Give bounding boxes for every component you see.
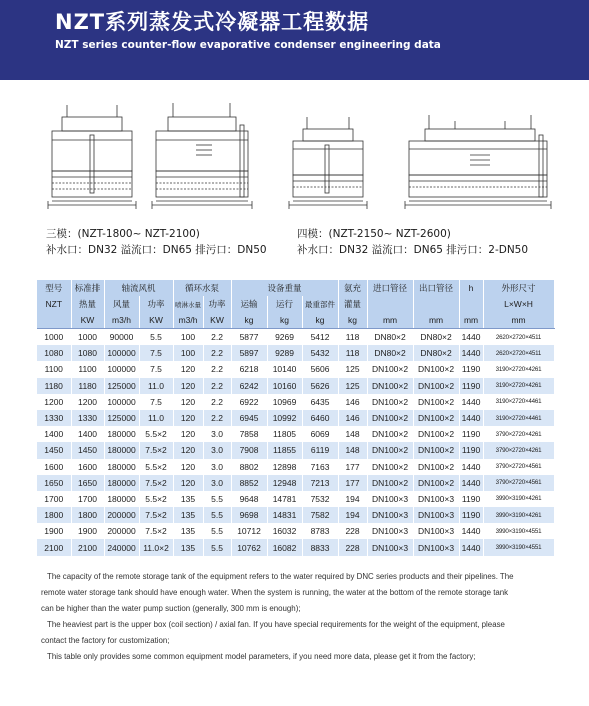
unit-heaviest-part: kg — [302, 312, 338, 329]
table-cell: DN100×2 — [413, 459, 459, 475]
subheader-heaviest-part: 最重部件 — [302, 296, 338, 312]
table-row — [37, 378, 554, 394]
table-cell: 1440 — [459, 539, 483, 555]
table-cell: 135 — [173, 523, 203, 539]
table-header-row-3 — [37, 312, 554, 329]
table-cell: 120 — [173, 394, 203, 410]
table-cell: 16082 — [267, 539, 302, 555]
table-cell: 2.2 — [203, 361, 231, 377]
table-cell: DN100×2 — [367, 410, 413, 426]
table-cell: 120 — [173, 442, 203, 458]
subheader-empty-outlet — [413, 296, 459, 312]
table-cell: 3190×2720×4461 — [483, 394, 554, 410]
table-cell: DN100×2 — [367, 459, 413, 475]
table-cell: 3190×2720×4461 — [483, 410, 554, 426]
table-row — [37, 442, 554, 458]
table-cell: 12948 — [267, 475, 302, 491]
table-cell: 1440 — [459, 459, 483, 475]
table-cell: 11855 — [267, 442, 302, 458]
table-cell: 7.5×2 — [139, 475, 173, 491]
table-cell: 6435 — [302, 394, 338, 410]
table-cell: 16032 — [267, 523, 302, 539]
unit-operating: kg — [267, 312, 302, 329]
table-cell: DN100×2 — [413, 475, 459, 491]
table-cell: 1440 — [459, 329, 483, 346]
table-cell: 11805 — [267, 426, 302, 442]
table-cell: 5877 — [231, 329, 267, 346]
col-header-standard-heat: 标准排 — [71, 280, 104, 296]
table-cell: DN100×3 — [367, 539, 413, 555]
table-cell: 7163 — [302, 459, 338, 475]
four-module-unit-drawing — [285, 103, 555, 223]
table-cell: DN100×3 — [413, 491, 459, 507]
table-cell: DN80×2 — [367, 345, 413, 361]
table-cell: 1440 — [459, 410, 483, 426]
table-cell: 120 — [173, 426, 203, 442]
table-cell: 6242 — [231, 378, 267, 394]
table-cell: 8852 — [231, 475, 267, 491]
table-cell: 1200 — [71, 394, 104, 410]
note-line: contact the factory for customization; — [41, 636, 170, 645]
table-cell: 3190×2720×4261 — [483, 361, 554, 377]
table-cell: DN100×2 — [413, 426, 459, 442]
table-row — [37, 523, 554, 539]
table-cell: 5897 — [231, 345, 267, 361]
unit-pump-power: KW — [203, 312, 231, 329]
table-cell: 3790×2720×4561 — [483, 459, 554, 475]
table-cell: 6945 — [231, 410, 267, 426]
table-cell: 177 — [338, 475, 367, 491]
table-cell: 7.5×2 — [139, 442, 173, 458]
table-cell: 180000 — [104, 491, 139, 507]
table-cell: 1330 — [71, 410, 104, 426]
table-cell: 120 — [173, 361, 203, 377]
subheader-lwh: L×W×H — [483, 296, 554, 312]
table-cell: 5.5 — [203, 523, 231, 539]
table-cell: 120 — [173, 410, 203, 426]
col-header-dimensions: 外形尺寸 — [483, 280, 554, 296]
subheader-nzt: NZT — [37, 296, 71, 312]
table-cell: 125000 — [104, 378, 139, 394]
table-cell: 180000 — [104, 459, 139, 475]
table-row — [37, 539, 554, 555]
table-cell: DN100×3 — [367, 507, 413, 523]
table-row — [37, 507, 554, 523]
table-cell: 1180 — [71, 378, 104, 394]
table-cell: 100000 — [104, 394, 139, 410]
table-cell: 3.0 — [203, 426, 231, 442]
table-cell: 1440 — [459, 523, 483, 539]
table-cell: 9269 — [267, 329, 302, 346]
table-cell: 5.5 — [203, 507, 231, 523]
table-cell: DN100×2 — [367, 442, 413, 458]
table-cell: 1800 — [37, 507, 71, 523]
table-cell: DN80×2 — [413, 329, 459, 346]
table-cell: 135 — [173, 507, 203, 523]
engineering-data-table — [37, 280, 555, 556]
table-cell: 100000 — [104, 345, 139, 361]
table-cell: 3790×2720×4261 — [483, 426, 554, 442]
table-cell: 10969 — [267, 394, 302, 410]
subheader-fan-power: 功率 — [139, 296, 173, 312]
table-cell: 10712 — [231, 523, 267, 539]
table-cell: 9698 — [231, 507, 267, 523]
table-cell: 1440 — [459, 475, 483, 491]
table-cell: 14781 — [267, 491, 302, 507]
col-header-ammonia-charge: 氨充 — [338, 280, 367, 296]
table-cell: 2100 — [37, 539, 71, 555]
table-cell: 3990×3190×4261 — [483, 491, 554, 507]
table-cell: 1100 — [71, 361, 104, 377]
table-cell: 3990×3190×4261 — [483, 507, 554, 523]
unit-fan-power: KW — [139, 312, 173, 329]
page-subtitle: NZT series counter-flow evaporative condenser engineering data — [55, 39, 441, 51]
table-cell: 1900 — [37, 523, 71, 539]
table-cell: 8833 — [302, 539, 338, 555]
table-cell: 7.5 — [139, 345, 173, 361]
table-cell: 1900 — [71, 523, 104, 539]
table-cell: 146 — [338, 394, 367, 410]
table-cell: 10140 — [267, 361, 302, 377]
table-cell: 5432 — [302, 345, 338, 361]
table-cell: DN100×3 — [367, 491, 413, 507]
table-row — [37, 329, 554, 346]
subheader-airflow: 风量 — [104, 296, 139, 312]
col-header-outlet-pipe: 出口管径 — [413, 280, 459, 296]
table-cell: 3.0 — [203, 475, 231, 491]
table-cell: 7.5 — [139, 394, 173, 410]
header-banner — [0, 0, 589, 80]
table-cell: 194 — [338, 491, 367, 507]
note-line: The capacity of the remote storage tank of the equipment refers to the water required by DNC series products and their pipelines. The — [47, 572, 514, 581]
col-header-h: h — [459, 280, 483, 296]
table-cell: 2620×2720×4511 — [483, 329, 554, 346]
table-cell: 5.5 — [203, 539, 231, 555]
table-cell: 1400 — [37, 426, 71, 442]
table-cell: DN100×2 — [413, 361, 459, 377]
table-cell: 228 — [338, 539, 367, 555]
table-cell: 7.5 — [139, 361, 173, 377]
table-cell: 5.5×2 — [139, 459, 173, 475]
table-cell: 180000 — [104, 475, 139, 491]
table-cell: 6460 — [302, 410, 338, 426]
table-row — [37, 361, 554, 377]
table-cell: 9648 — [231, 491, 267, 507]
col-header-equipment-weight: 设备重量 — [231, 280, 338, 296]
table-cell: 5606 — [302, 361, 338, 377]
table-cell: 118 — [338, 345, 367, 361]
diagram-1-pipe-sizes: 补水口：DN32 溢流口：DN65 排污口：DN50 — [46, 244, 267, 256]
table-cell: 120 — [173, 459, 203, 475]
table-cell: 11.0 — [139, 378, 173, 394]
note-line: The heaviest part is the upper box (coil section) / axial fan. If you have special requirements for the weight of the equipment, please — [47, 620, 505, 629]
table-row — [37, 410, 554, 426]
table-cell: 146 — [338, 410, 367, 426]
table-cell: 6119 — [302, 442, 338, 458]
table-cell: 1440 — [459, 345, 483, 361]
table-cell: DN100×2 — [367, 475, 413, 491]
diagram-1-model-range: 三模：(NZT-1800~ NZT-2100) — [46, 228, 200, 240]
table-cell: 3.0 — [203, 459, 231, 475]
table-cell: 1000 — [71, 329, 104, 346]
table-cell: 1200 — [37, 394, 71, 410]
table-cell: DN100×3 — [413, 523, 459, 539]
table-cell: 5626 — [302, 378, 338, 394]
note-line: This table only provides some common equipment model parameters, if you need more data, please get it from the factory; — [47, 652, 476, 661]
subheader-transport: 运输 — [231, 296, 267, 312]
table-cell: 2.2 — [203, 394, 231, 410]
table-body — [37, 329, 554, 556]
table-cell: 3990×3190×4551 — [483, 523, 554, 539]
table-cell: 11.0×2 — [139, 539, 173, 555]
table-cell: 10992 — [267, 410, 302, 426]
notes-block — [41, 569, 567, 665]
table-cell: 240000 — [104, 539, 139, 555]
table-header-row-2 — [37, 296, 554, 312]
subheader-spray-water: 喷淋水量 — [173, 296, 203, 312]
table-cell: 177 — [338, 459, 367, 475]
table-cell: DN100×2 — [413, 394, 459, 410]
table-cell: 3990×3190×4551 — [483, 539, 554, 555]
table-cell: 125 — [338, 361, 367, 377]
unit-spray-water: m3/h — [173, 312, 203, 329]
table-cell: 1650 — [37, 475, 71, 491]
table-cell: DN100×3 — [413, 507, 459, 523]
table-row — [37, 394, 554, 410]
col-header-circulating-pump: 循环水泵 — [173, 280, 231, 296]
table-cell: DN100×2 — [413, 378, 459, 394]
table-cell: 135 — [173, 491, 203, 507]
table-cell: 1450 — [37, 442, 71, 458]
page-title: NZT系列蒸发式冷凝器工程数据 — [55, 10, 370, 34]
table-cell: 1440 — [459, 394, 483, 410]
table-cell: 180000 — [104, 426, 139, 442]
table-cell: 5.5×2 — [139, 491, 173, 507]
table-cell: 1600 — [37, 459, 71, 475]
table-cell: 1190 — [459, 378, 483, 394]
table-row — [37, 426, 554, 442]
table-cell: 11.0 — [139, 410, 173, 426]
table-cell: 200000 — [104, 523, 139, 539]
table-cell: 2.2 — [203, 378, 231, 394]
unit-charge: kg — [338, 312, 367, 329]
unit-empty-model — [37, 312, 71, 329]
table-cell: 1190 — [459, 491, 483, 507]
table-cell: 5.5 — [203, 491, 231, 507]
table-cell: 1080 — [37, 345, 71, 361]
table-cell: 1190 — [459, 507, 483, 523]
table-cell: 1700 — [37, 491, 71, 507]
table-cell: 7.5×2 — [139, 523, 173, 539]
subheader-empty-h — [459, 296, 483, 312]
table-cell: 2100 — [71, 539, 104, 555]
table-row — [37, 491, 554, 507]
table-cell: 1450 — [71, 442, 104, 458]
table-cell: 5.5 — [139, 329, 173, 346]
unit-heat: KW — [71, 312, 104, 329]
table-cell: 148 — [338, 426, 367, 442]
unit-transport: kg — [231, 312, 267, 329]
table-row — [37, 475, 554, 491]
table-cell: 7582 — [302, 507, 338, 523]
col-header-inlet-pipe: 进口管径 — [367, 280, 413, 296]
table-cell: 1100 — [37, 361, 71, 377]
table-cell: 2620×2720×4511 — [483, 345, 554, 361]
table-cell: 1330 — [37, 410, 71, 426]
table-cell: 3790×2720×4261 — [483, 442, 554, 458]
diagram-2-pipe-sizes: 补水口：DN32 溢流口：DN65 排污口：2-DN50 — [297, 244, 529, 256]
table-cell: 5412 — [302, 329, 338, 346]
table-cell: 2.2 — [203, 345, 231, 361]
table-cell: 120 — [173, 475, 203, 491]
table-cell: 1180 — [37, 378, 71, 394]
table-cell: 1190 — [459, 442, 483, 458]
table-cell: 3790×2720×4561 — [483, 475, 554, 491]
table-cell: DN100×3 — [413, 539, 459, 555]
table-cell: 100 — [173, 345, 203, 361]
table-cell: 8783 — [302, 523, 338, 539]
table-cell: 10762 — [231, 539, 267, 555]
table-cell: 1190 — [459, 426, 483, 442]
note-line: can be higher than the water pump suction (generally, 300 mm is enough); — [41, 604, 301, 613]
table-cell: 90000 — [104, 329, 139, 346]
unit-inlet: mm — [367, 312, 413, 329]
unit-h: mm — [459, 312, 483, 329]
table-cell: 125 — [338, 378, 367, 394]
table-cell: 7858 — [231, 426, 267, 442]
table-cell: 10160 — [267, 378, 302, 394]
table-cell: 5.5×2 — [139, 426, 173, 442]
table-cell: 228 — [338, 523, 367, 539]
table-cell: 125000 — [104, 410, 139, 426]
subheader-empty-inlet — [367, 296, 413, 312]
unit-airflow: m3/h — [104, 312, 139, 329]
table-cell: 1000 — [37, 329, 71, 346]
table-header-row-1 — [37, 280, 554, 296]
table-cell: 7532 — [302, 491, 338, 507]
table-cell: 1080 — [71, 345, 104, 361]
table-cell: 200000 — [104, 507, 139, 523]
table-cell: 8802 — [231, 459, 267, 475]
table-cell: DN100×2 — [367, 394, 413, 410]
table-cell: 180000 — [104, 442, 139, 458]
table-row — [37, 345, 554, 361]
table-cell: 100 — [173, 329, 203, 346]
subheader-heat: 热量 — [71, 296, 104, 312]
table-cell: 6218 — [231, 361, 267, 377]
table-cell: DN80×2 — [367, 329, 413, 346]
table-cell: 1600 — [71, 459, 104, 475]
diagram-2-model-range: 四模：(NZT-2150~ NZT-2600) — [297, 228, 451, 240]
unit-dimensions: mm — [483, 312, 554, 329]
unit-outlet: mm — [413, 312, 459, 329]
subheader-operating: 运行 — [267, 296, 302, 312]
note-line: remote water storage tank should have enough water. When the system is running, the water at the bottom of the remote storage tank — [41, 588, 509, 597]
table-cell: 1190 — [459, 361, 483, 377]
table-cell: 148 — [338, 442, 367, 458]
table-cell: 1700 — [71, 491, 104, 507]
table-cell: DN100×2 — [367, 378, 413, 394]
table-cell: 3.0 — [203, 442, 231, 458]
table-cell: 100000 — [104, 361, 139, 377]
table-cell: DN100×2 — [413, 442, 459, 458]
table-cell: 120 — [173, 378, 203, 394]
table-cell: 3190×2720×4261 — [483, 378, 554, 394]
subheader-pump-power: 功率 — [203, 296, 231, 312]
table-cell: DN100×3 — [367, 523, 413, 539]
table-cell: 7.5×2 — [139, 507, 173, 523]
table-cell: DN80×2 — [413, 345, 459, 361]
table-cell: 1650 — [71, 475, 104, 491]
table-cell: 7908 — [231, 442, 267, 458]
table-cell: 12898 — [267, 459, 302, 475]
table-cell: 14831 — [267, 507, 302, 523]
three-module-unit-drawing — [40, 95, 280, 225]
table-cell: 135 — [173, 539, 203, 555]
col-header-axial-fan: 轴流风机 — [104, 280, 173, 296]
table-cell: DN100×2 — [413, 410, 459, 426]
subheader-charge: 灌量 — [338, 296, 367, 312]
table-row — [37, 459, 554, 475]
table-cell: 118 — [338, 329, 367, 346]
table-cell: 1800 — [71, 507, 104, 523]
table-cell: DN100×2 — [367, 426, 413, 442]
col-header-model: 型号 — [37, 280, 71, 296]
table-cell: 2.2 — [203, 410, 231, 426]
table-cell: DN100×2 — [367, 361, 413, 377]
table-cell: 1400 — [71, 426, 104, 442]
table-cell: 6069 — [302, 426, 338, 442]
table-cell: 2.2 — [203, 329, 231, 346]
table-cell: 6922 — [231, 394, 267, 410]
table-cell: 9289 — [267, 345, 302, 361]
table-cell: 194 — [338, 507, 367, 523]
table-cell: 7213 — [302, 475, 338, 491]
